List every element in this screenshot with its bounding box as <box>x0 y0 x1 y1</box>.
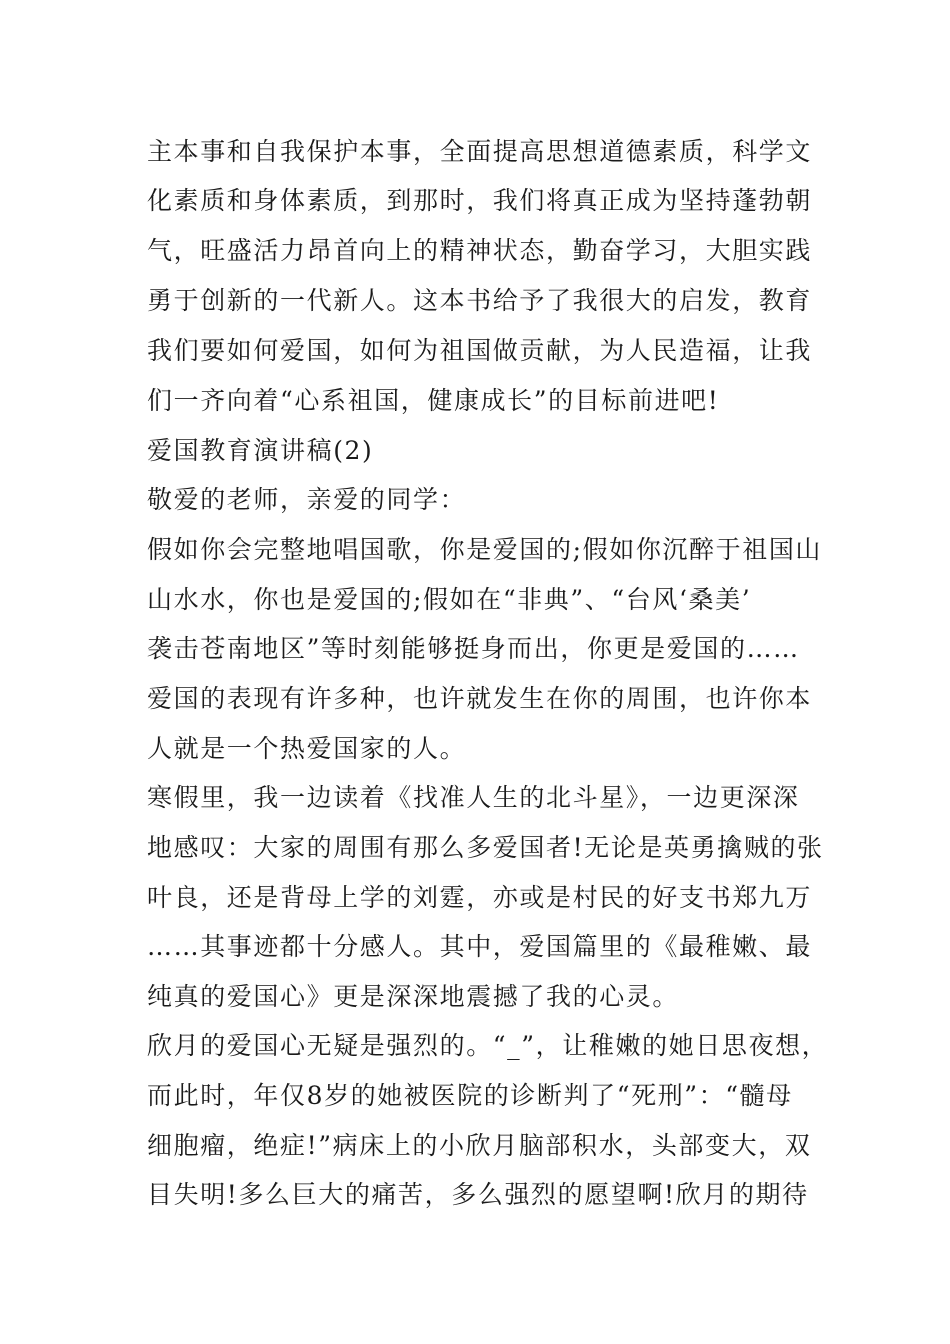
text-line: 地感叹：大家的周围有那么多爱国者!无论是英勇擒贼的张 <box>147 833 824 862</box>
text-line: 寒假里，我一边读着《找准人生的北斗星》，一边更深深 <box>147 783 800 812</box>
section-heading: 爱国教育演讲稿(2) <box>147 436 374 465</box>
text-line: 假如你会完整地唱国歌，你是爱国的;假如你沉醉于祖国山 <box>147 535 823 564</box>
text-line: 爱国的表现有许多种，也许就发生在你的周围，也许你本 <box>147 684 813 713</box>
text-line: 们一齐向着“心系祖国，健康成长”的目标前进吧! <box>147 386 720 415</box>
text-line: 叶良，还是背母上学的刘霆，亦或是村民的好支书郑九万 <box>147 883 813 912</box>
text-line: 纯真的爱国心》更是深深地震撼了我的心灵。 <box>147 982 680 1011</box>
text-line: 欣月的爱国心无疑是强烈的。“_”，让稚嫩的她日思夜想， <box>147 1031 829 1060</box>
text-line: ……其事迹都十分感人。其中，爱国篇里的《最稚嫩、最 <box>147 932 813 961</box>
text-line: 细胞瘤，绝症!”病床上的小欣月脑部积水，头部变大，双 <box>147 1131 812 1160</box>
text-line: 袭击苍南地区”等时刻能够挺身而出，你更是爱国的…… <box>147 634 800 663</box>
text-line: 勇于创新的一代新人。这本书给予了我很大的启发，教育 <box>147 286 813 315</box>
text-line: 主本事和自我保护本事，全面提高思想道德素质，科学文 <box>147 137 813 166</box>
text-line: 而此时，年仅8岁的她被医院的诊断判了“死刑”：“髓母 <box>147 1081 793 1110</box>
text-line: 人就是一个热爱国家的人。 <box>147 734 467 763</box>
text-line: 目失明!多么巨大的痛苦，多么强烈的愿望啊!欣月的期待 <box>147 1180 809 1209</box>
salutation: 敬爱的老师，亲爱的同学： <box>147 485 467 514</box>
text-line: 化素质和身体素质，到那时，我们将真正成为坚持蓬勃朝 <box>147 186 813 215</box>
text-line: 气，旺盛活力昂首向上的精神状态，勤奋学习，大胆实践 <box>147 236 813 265</box>
text-line: 我们要如何爱国，如何为祖国做贡献，为人民造福，让我 <box>147 336 813 365</box>
text-line: 山水水，你也是爱国的;假如在“非典”、“台风‘桑美’ <box>147 585 752 614</box>
